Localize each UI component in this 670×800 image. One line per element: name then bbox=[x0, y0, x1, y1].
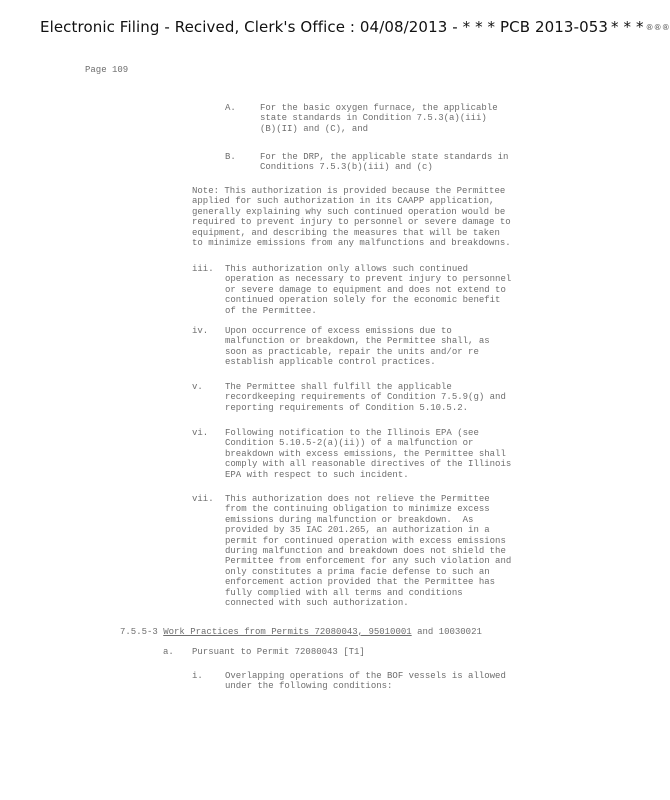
text-line: to minimize emissions from any malfunctions and breakdowns. bbox=[192, 238, 511, 249]
text-line: equipment, and describing the measures that will be taken bbox=[192, 227, 500, 238]
text-line: For the DRP, the applicable state standards in bbox=[260, 152, 509, 162]
sub-i-label: i. bbox=[192, 671, 203, 681]
text-line: continued operation solely for the economic benefit bbox=[225, 295, 501, 306]
para-vii-label: vii. bbox=[192, 494, 214, 504]
text-line: connected with such authorization. bbox=[225, 598, 409, 609]
text-line: Overlapping operations of the BOF vessels is allowed bbox=[225, 671, 506, 681]
sub-a-label: a. bbox=[163, 647, 174, 657]
text-line: provided by 35 IAC 201.265, an authorization in a bbox=[225, 525, 490, 536]
text-line: or severe damage to equipment and does not extend to bbox=[225, 284, 506, 295]
text-line: operation as necessary to prevent injury to personnel bbox=[225, 274, 512, 285]
para-iii-label: iii. bbox=[192, 264, 214, 274]
filing-stamp-mark: ®®® bbox=[645, 23, 670, 32]
text-line: state standards in Condition 7.5.3(a)(iii) bbox=[260, 113, 487, 124]
text-line: breakdown with excess emissions, the Permittee shall bbox=[225, 448, 506, 459]
text-line: Note: This authorization is provided because the Permittee bbox=[192, 186, 506, 196]
text-line: from the continuing obligation to minimize excess bbox=[225, 504, 490, 515]
text-line: applied for such authorization in its CAAPP application, bbox=[192, 196, 495, 207]
para-vii-text bbox=[225, 494, 511, 608]
item-a-text bbox=[260, 103, 498, 134]
para-vi-text bbox=[225, 428, 511, 480]
section-title-rest: and 10030021 bbox=[411, 627, 482, 637]
sub-a-text: Pursuant to Permit 72080043 [T1] bbox=[192, 647, 365, 657]
text-line: Permittee from enforcement for any such violation and bbox=[225, 556, 512, 567]
text-line: establish applicable control practices. bbox=[225, 357, 436, 368]
text-line: permit for continued operation with excess emissions bbox=[225, 535, 506, 546]
sub-i-text bbox=[225, 671, 506, 692]
page-number: Page 109 bbox=[85, 65, 129, 75]
para-iv-text bbox=[225, 326, 490, 368]
text-line: comply with all reasonable directives of the Illinois bbox=[225, 459, 512, 470]
text-line: reporting requirements of Condition 5.10.5.2. bbox=[225, 402, 469, 413]
para-iii-text bbox=[225, 264, 511, 316]
para-iv-label: iv. bbox=[192, 326, 209, 336]
filing-stamp bbox=[40, 18, 670, 36]
text-line: emissions during malfunction or breakdown. As bbox=[225, 514, 474, 525]
para-v-label: v. bbox=[192, 382, 203, 392]
item-b-label: B. bbox=[225, 152, 236, 162]
para-vi-label: vi. bbox=[192, 428, 209, 438]
item-b-text bbox=[260, 152, 508, 173]
text-line: under the following conditions: bbox=[225, 681, 393, 692]
text-line: This authorization does not relieve the Permittee bbox=[225, 494, 490, 504]
section-heading bbox=[120, 627, 482, 637]
text-line: enforcement action provided that the Permittee has bbox=[225, 577, 496, 588]
text-line: during malfunction and breakdown does not shield the bbox=[225, 546, 506, 557]
text-line: Upon occurrence of excess emissions due to bbox=[225, 326, 452, 336]
text-line: soon as practicable, repair the units and/or re bbox=[225, 346, 479, 357]
text-line: recordkeeping requirements of Condition 7.5.9(g) and bbox=[225, 392, 506, 403]
text-line: required to prevent injury to personnel or severe damage to bbox=[192, 217, 511, 228]
text-line: malfunction or breakdown, the Permittee shall, as bbox=[225, 336, 490, 347]
text-line: (B)(II) and (C), and bbox=[260, 123, 369, 134]
filing-stamp-tail: * * * bbox=[611, 18, 644, 36]
text-line: Condition 5.10.5-2(a)(ii)) of a malfunction or bbox=[225, 438, 474, 449]
note-paragraph bbox=[192, 186, 511, 248]
filing-stamp-text: Electronic Filing - Recived, Clerk's Office : 04/08/2013 - * * * PCB 2013-053 bbox=[40, 18, 609, 36]
text-line: Conditions 7.5.3(b)(iii) and (c) bbox=[260, 162, 433, 173]
text-line: generally explaining why such continued operation would be bbox=[192, 206, 506, 217]
text-line: For the basic oxygen furnace, the applicable bbox=[260, 103, 498, 113]
section-number: 7.5.5-3 bbox=[120, 627, 158, 637]
text-line: fully complied with all terms and conditions bbox=[225, 587, 463, 598]
item-a-label: A. bbox=[225, 103, 236, 113]
text-line: This authorization only allows such continued bbox=[225, 264, 469, 274]
text-line: EPA with respect to such incident. bbox=[225, 469, 409, 480]
para-v-text bbox=[225, 382, 506, 413]
text-line: The Permittee shall fulfill the applicable bbox=[225, 382, 452, 392]
text-line: of the Permittee. bbox=[225, 305, 317, 316]
section-title: Work Practices from Permits 72080043, 95010001 bbox=[163, 627, 412, 637]
text-line: Following notification to the Illinois EPA (see bbox=[225, 428, 479, 438]
text-line: only constitutes a prima facie defense to such an bbox=[225, 566, 490, 577]
